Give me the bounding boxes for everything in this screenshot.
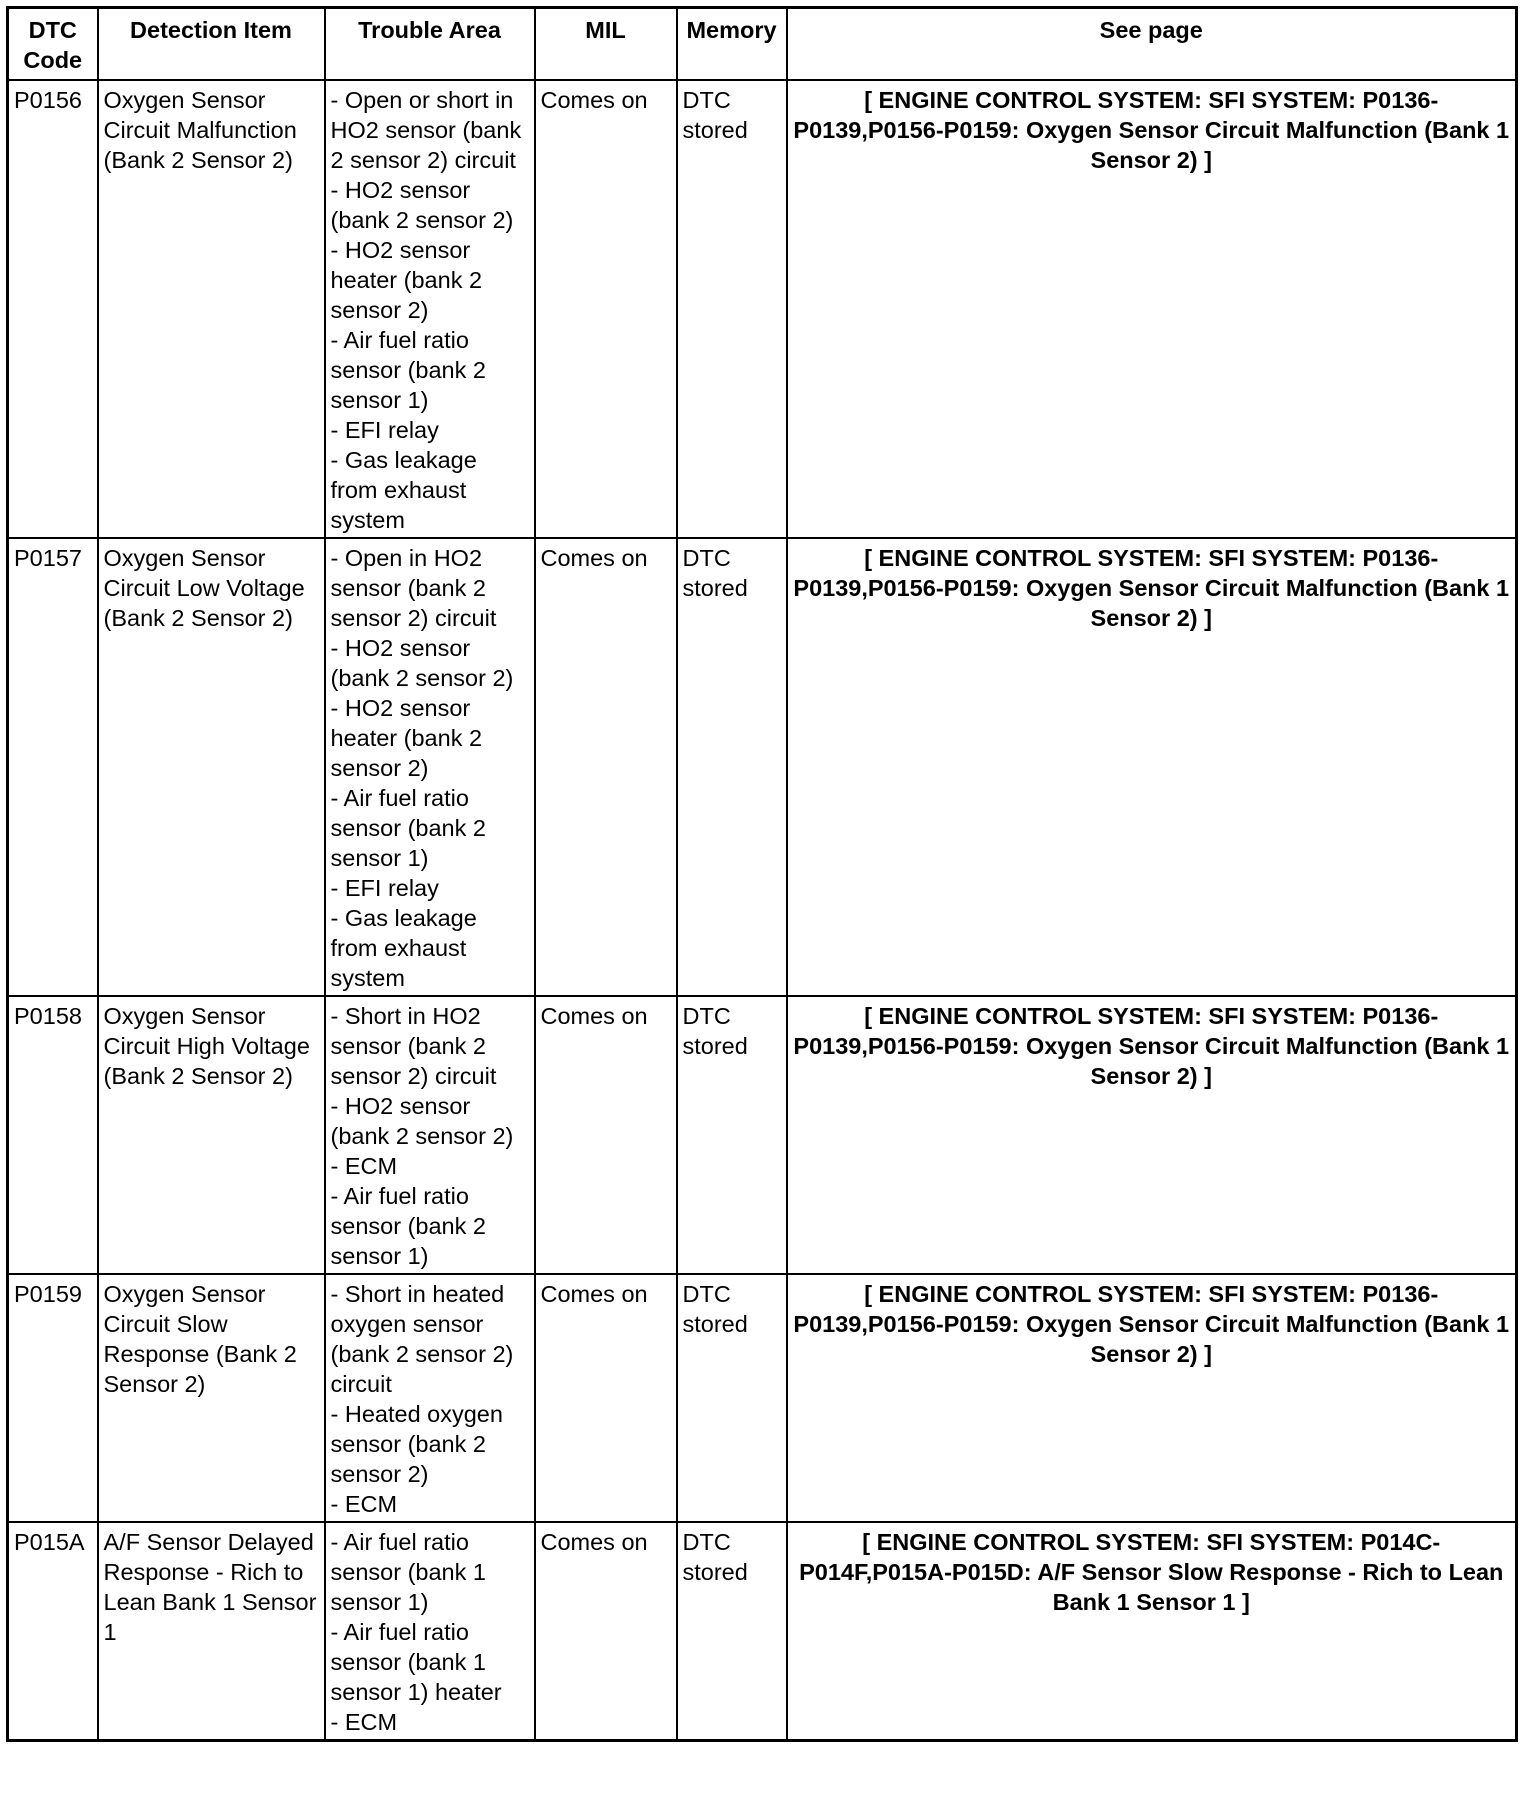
trouble-area-item: - Short in HO2 sensor (bank 2 sensor 2) circuit bbox=[330, 1003, 497, 1089]
trouble-area-item: - HO2 sensor heater (bank 2 sensor 2) bbox=[330, 695, 483, 781]
see-page-link[interactable]: [ ENGINE CONTROL SYSTEM: SFI SYSTEM: P0136-P0139,P0156-P0159: Oxygen Sensor Circuit Malfunction (Bank 1 Sensor 2) ] bbox=[787, 538, 1517, 996]
trouble-area bbox=[325, 1274, 535, 1522]
mil-status: Comes on bbox=[535, 1274, 677, 1522]
trouble-area-item: - EFI relay bbox=[330, 417, 439, 443]
header-row bbox=[8, 8, 1517, 81]
detection-item: Oxygen Sensor Circuit High Voltage (Bank 2 Sensor 2) bbox=[98, 996, 325, 1274]
dtc-table bbox=[6, 6, 1518, 1742]
header-detection-item: Detection Item bbox=[98, 8, 325, 81]
trouble-area-item: - Air fuel ratio sensor (bank 1 sensor 1) heater bbox=[330, 1619, 502, 1705]
trouble-area-item: - Air fuel ratio sensor (bank 2 sensor 1) bbox=[330, 1183, 486, 1269]
trouble-area-item: - Gas leakage from exhaust system bbox=[330, 447, 477, 533]
header-dtc-code: DTC Code bbox=[8, 8, 98, 81]
trouble-area-item: - HO2 sensor heater (bank 2 sensor 2) bbox=[330, 237, 483, 323]
trouble-area-item: - Gas leakage from exhaust system bbox=[330, 905, 477, 991]
mil-status: Comes on bbox=[535, 996, 677, 1274]
memory-status: DTC stored bbox=[677, 538, 787, 996]
header-mil: MIL bbox=[535, 8, 677, 81]
trouble-area-item: - Heated oxygen sensor (bank 2 sensor 2) bbox=[330, 1401, 503, 1487]
table-row bbox=[8, 996, 1517, 1274]
trouble-area-item: - Open in HO2 sensor (bank 2 sensor 2) circuit bbox=[330, 545, 497, 631]
trouble-area-item: - Air fuel ratio sensor (bank 2 sensor 1) bbox=[330, 327, 486, 413]
see-page-link[interactable]: [ ENGINE CONTROL SYSTEM: SFI SYSTEM: P014C-P014F,P015A-P015D: A/F Sensor Slow Response - Rich to Lean Bank 1 Sensor 1 ] bbox=[787, 1522, 1517, 1741]
mil-status: Comes on bbox=[535, 80, 677, 538]
dtc-code: P0158 bbox=[8, 996, 98, 1274]
detection-item: Oxygen Sensor Circuit Low Voltage (Bank 2 Sensor 2) bbox=[98, 538, 325, 996]
table-row bbox=[8, 1522, 1517, 1741]
header-see-page: See page bbox=[787, 8, 1517, 81]
table-row bbox=[8, 538, 1517, 996]
detection-item: Oxygen Sensor Circuit Slow Response (Bank 2 Sensor 2) bbox=[98, 1274, 325, 1522]
trouble-area bbox=[325, 80, 535, 538]
memory-status: DTC stored bbox=[677, 1522, 787, 1741]
trouble-area-item: - ECM bbox=[330, 1491, 398, 1517]
trouble-area-item: - Short in heated oxygen sensor (bank 2 sensor 2) circuit bbox=[330, 1281, 514, 1397]
dtc-code: P015A bbox=[8, 1522, 98, 1741]
see-page-link[interactable]: [ ENGINE CONTROL SYSTEM: SFI SYSTEM: P0136-P0139,P0156-P0159: Oxygen Sensor Circuit Malfunction (Bank 1 Sensor 2) ] bbox=[787, 1274, 1517, 1522]
header-trouble-area: Trouble Area bbox=[325, 8, 535, 81]
dtc-code: P0156 bbox=[8, 80, 98, 538]
memory-status: DTC stored bbox=[677, 996, 787, 1274]
trouble-area-item: - Open or short in HO2 sensor (bank 2 sensor 2) circuit bbox=[330, 87, 522, 173]
trouble-area-item: - HO2 sensor (bank 2 sensor 2) bbox=[330, 177, 514, 233]
trouble-area-item: - EFI relay bbox=[330, 875, 439, 901]
memory-status: DTC stored bbox=[677, 80, 787, 538]
trouble-area bbox=[325, 996, 535, 1274]
trouble-area-item: - ECM bbox=[330, 1709, 398, 1735]
trouble-area-item: - HO2 sensor (bank 2 sensor 2) bbox=[330, 635, 514, 691]
table-row bbox=[8, 1274, 1517, 1522]
detection-item: Oxygen Sensor Circuit Malfunction (Bank 2 Sensor 2) bbox=[98, 80, 325, 538]
trouble-area-item: - Air fuel ratio sensor (bank 2 sensor 1) bbox=[330, 785, 486, 871]
dtc-code: P0159 bbox=[8, 1274, 98, 1522]
detection-item: A/F Sensor Delayed Response - Rich to Lean Bank 1 Sensor 1 bbox=[98, 1522, 325, 1741]
see-page-link[interactable]: [ ENGINE CONTROL SYSTEM: SFI SYSTEM: P0136-P0139,P0156-P0159: Oxygen Sensor Circuit Malfunction (Bank 1 Sensor 2) ] bbox=[787, 80, 1517, 538]
trouble-area bbox=[325, 1522, 535, 1741]
trouble-area-item: - Air fuel ratio sensor (bank 1 sensor 1) bbox=[330, 1529, 486, 1615]
header-memory: Memory bbox=[677, 8, 787, 81]
mil-status: Comes on bbox=[535, 1522, 677, 1741]
trouble-area-item: - ECM bbox=[330, 1153, 398, 1179]
trouble-area-item: - HO2 sensor (bank 2 sensor 2) bbox=[330, 1093, 514, 1149]
mil-status: Comes on bbox=[535, 538, 677, 996]
trouble-area bbox=[325, 538, 535, 996]
table-row bbox=[8, 80, 1517, 538]
dtc-code: P0157 bbox=[8, 538, 98, 996]
memory-status: DTC stored bbox=[677, 1274, 787, 1522]
see-page-link[interactable]: [ ENGINE CONTROL SYSTEM: SFI SYSTEM: P0136-P0139,P0156-P0159: Oxygen Sensor Circuit Malfunction (Bank 1 Sensor 2) ] bbox=[787, 996, 1517, 1274]
